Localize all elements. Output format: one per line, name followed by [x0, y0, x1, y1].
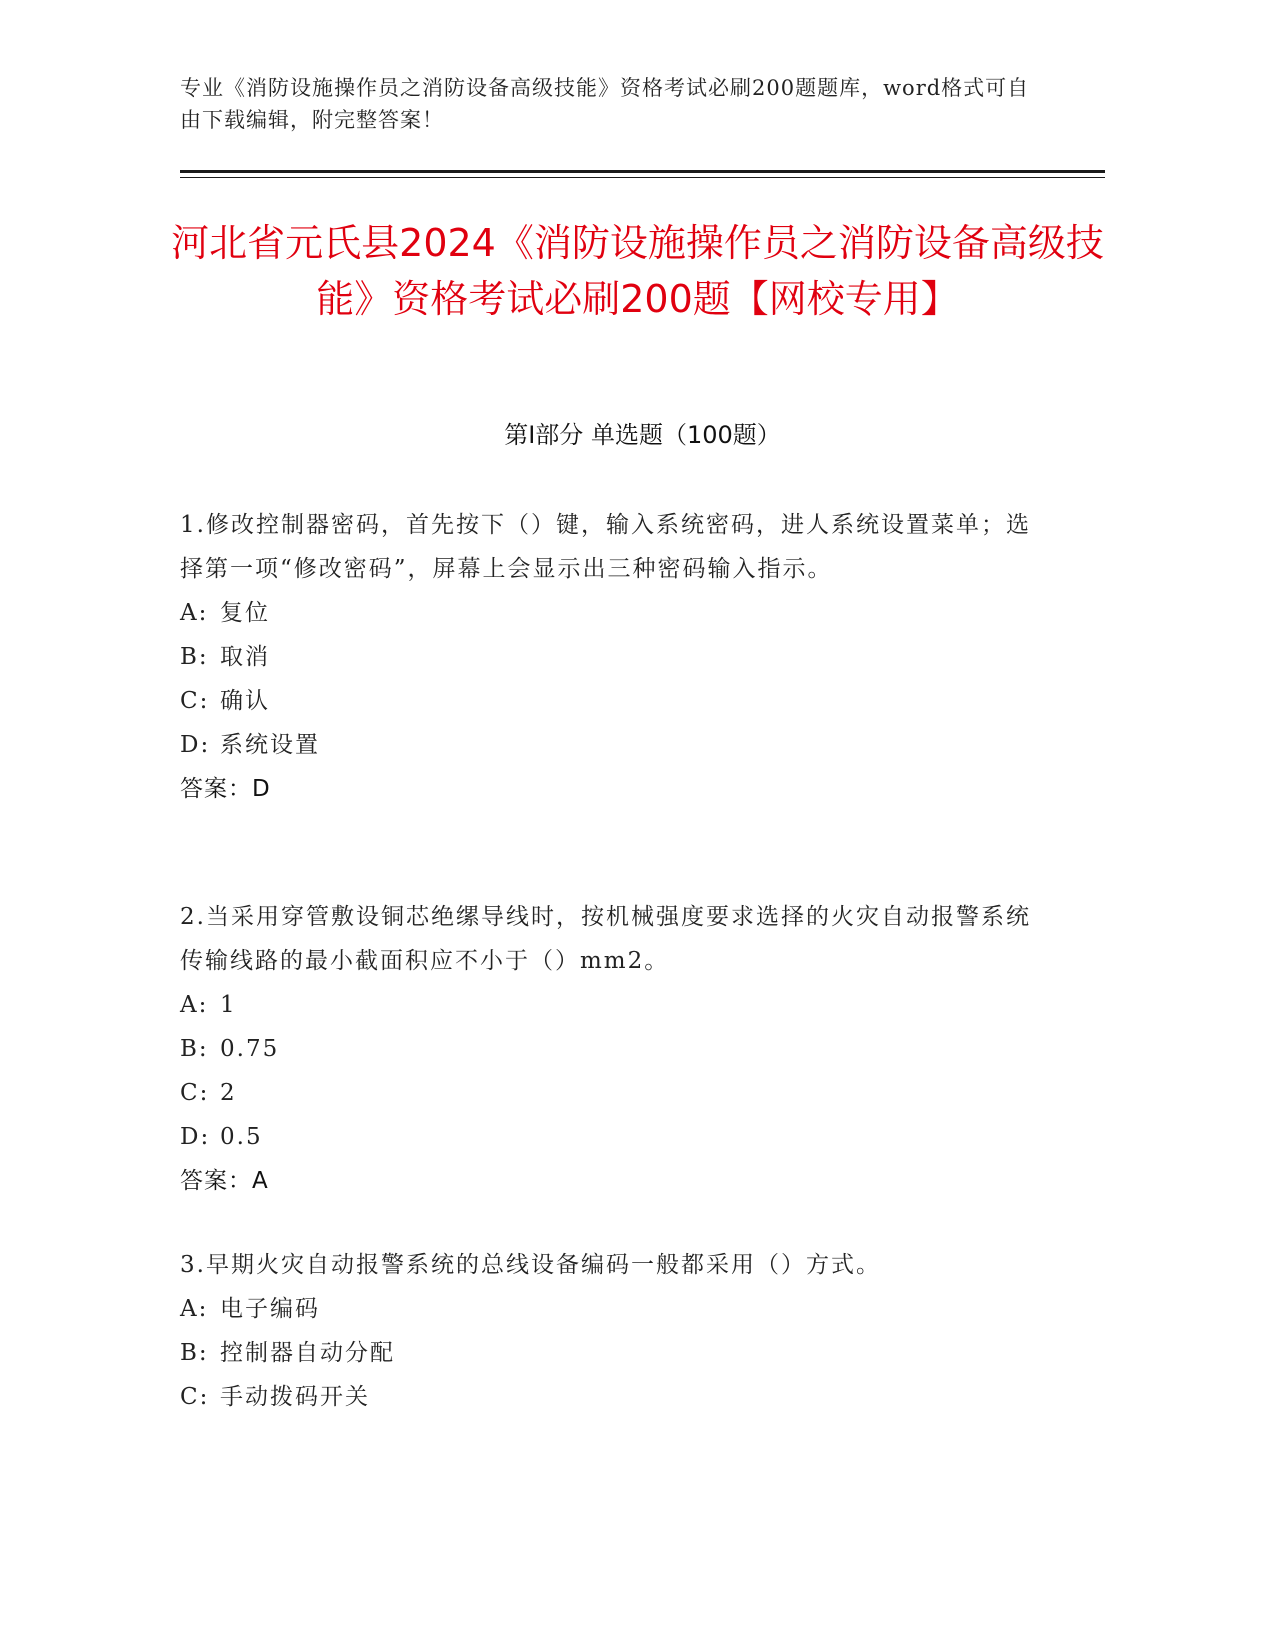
option-text: 取消 [220, 644, 270, 670]
header-note: 专业《消防设施操作员之消防设备高级技能》资格考试必刷200题题库，word格式可自由下载编辑，附完整答案！ [180, 76, 1030, 132]
option-text: 复位 [220, 600, 270, 626]
option-d [180, 1115, 1040, 1159]
option-text: 确认 [220, 688, 270, 714]
option-key: A: [180, 1296, 209, 1322]
option-text: 0.75 [220, 1036, 280, 1062]
option-b [180, 1331, 1040, 1375]
option-c [180, 679, 1040, 723]
question-1 [180, 503, 1040, 811]
option-d [180, 723, 1040, 767]
option-a [180, 983, 1040, 1027]
answer: 答案：A [180, 1168, 269, 1194]
option-key: C: [180, 1080, 210, 1106]
option-text: 0.5 [220, 1124, 263, 1150]
option-key: B: [180, 1036, 209, 1062]
option-a [180, 1287, 1040, 1331]
option-key: A: [180, 992, 209, 1018]
option-text: 1 [220, 992, 237, 1018]
document-title: 河北省元氏县2024《消防设施操作员之消防设备高级技能》资格考试必刷200题【网校专用】 [171, 221, 1104, 321]
option-b [180, 1027, 1040, 1071]
question-3 [180, 1243, 1040, 1419]
question-2 [180, 895, 1040, 1203]
header-divider-thick [180, 170, 1105, 173]
question-stem: 3.早期火灾自动报警系统的总线设备编码一般都采用（）方式。 [180, 1252, 881, 1278]
option-key: B: [180, 1340, 209, 1366]
option-text: 手动拨码开关 [220, 1384, 370, 1410]
header-divider-thin [180, 177, 1105, 178]
option-key: B: [180, 644, 209, 670]
question-stem: 2.当采用穿管敷设铜芯绝缧导线时，按机械强度要求选择的火灾自动报警系统传输线路的最小截面积应不小于（）mm2。 [180, 904, 1031, 974]
option-text: 2 [220, 1080, 237, 1106]
option-a [180, 591, 1040, 635]
question-stem: 1.修改控制器密码，首先按下（）键，输入系统密码，进人系统设置菜单；选择第一项“修改密码”，屏幕上会显示出三种密码输入指示。 [180, 512, 1031, 582]
option-c [180, 1071, 1040, 1115]
option-text: 电子编码 [220, 1296, 320, 1322]
option-text: 系统设置 [220, 732, 320, 758]
option-text: 控制器自动分配 [220, 1340, 395, 1366]
option-key: C: [180, 1384, 210, 1410]
option-key: C: [180, 688, 210, 714]
option-key: A: [180, 600, 209, 626]
answer: 答案：D [180, 776, 271, 802]
section-title: 第Ⅰ部分 单选题（100题） [504, 421, 781, 449]
option-key: D: [180, 1124, 211, 1150]
option-c [180, 1375, 1040, 1419]
option-key: D: [180, 732, 211, 758]
option-b [180, 635, 1040, 679]
